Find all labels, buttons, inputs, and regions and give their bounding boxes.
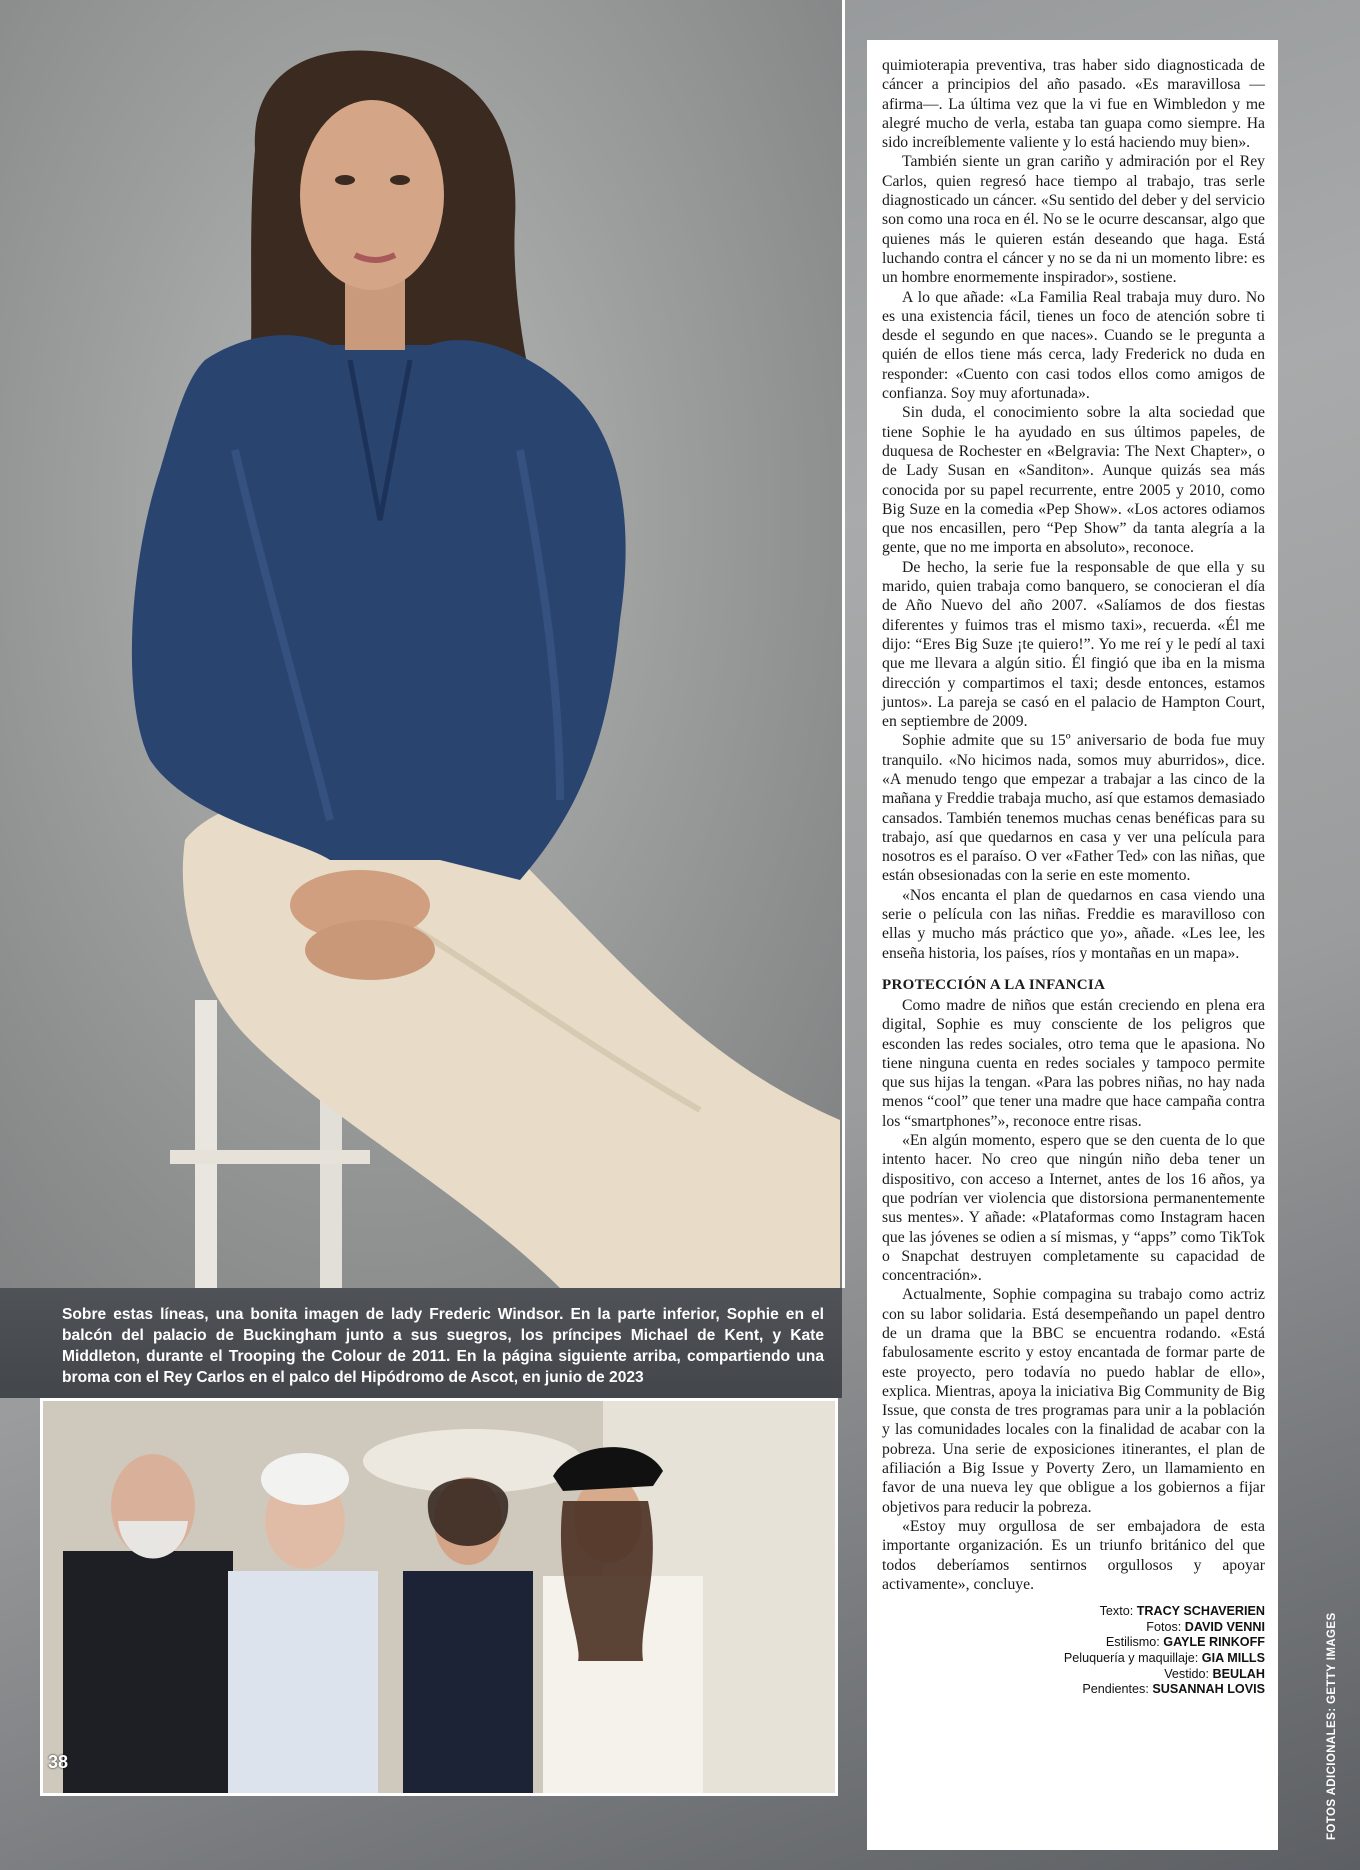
credit-label: Peluquería y maquillaje: bbox=[1063, 1650, 1199, 1665]
credit-line bbox=[882, 1667, 1265, 1683]
article-paragraph: A lo que añade: «La Familia Real trabaja muy duro. No es una existencia fácil, tienes un foco de atención sobre ti desde el segundo en que naces». Cuando se le pregunta a quién de ellos tiene más cerca, lady Frederick no duda en responder: «Cuento con casi todos ellos como amigos de confianza. Soy muy afortunada». bbox=[882, 288, 1265, 403]
article-paragraph: Sophie admite que su 15º aniversario de boda fue muy tranquilo. «No hicimos nada, somos muy aburridos», dice. «A menudo tengo que empezar a trabajar a las cinco de la mañana y Freddie trabaja mucho, así que estamos demasiado cansados. También tenemos muchas cenas benéficas para su trabajo, así que quedarnos en casa y ver una película para nosotros es el paraíso. O ver «Father Ted» con las niñas, que están obsesionadas con la serie en este momento. bbox=[882, 732, 1265, 885]
article-paragraph: Actualmente, Sophie compagina su trabajo como actriz con su labor solidaria. Está desempeñando un papel dentro de un drama que la BBC se encuentra rodando. «Está fabulosamente escrito y estoy encantada de formar parte de este proyecto, pero todavía no puedo hablar de ello», explica. Mientras, apoya la iniciativa Big Community de Big Issue, que consta de tres programas para unir a la población y las comunidades locales con la finalidad de acabar con la pobreza. Una serie de exposiciones itinerantes, el plan de afiliación a Big Issue y Poverty Zero, un llamamiento en favor de una nueva ley que obligue a los gobiernos a fijar objetivos para reducir la pobreza. bbox=[882, 1286, 1265, 1516]
credit-line bbox=[882, 1635, 1265, 1651]
page-number: 38 bbox=[48, 1752, 69, 1772]
credit-value: GAYLE RINKOFF bbox=[1163, 1635, 1265, 1650]
column-divider bbox=[842, 0, 845, 1288]
section-heading: PROTECCIÓN A LA INFANCIA bbox=[882, 976, 1106, 993]
credit-label: Estilismo: bbox=[1105, 1635, 1160, 1650]
credit-label: Vestido: bbox=[1164, 1666, 1210, 1681]
portrait-illustration bbox=[0, 0, 842, 1288]
photo-credit: FOTOS ADICIONALES: GETTY IMAGES bbox=[1326, 1612, 1338, 1840]
credit-value: DAVID VENNI bbox=[1184, 1619, 1265, 1634]
credit-value: SUSANNAH LOVIS bbox=[1152, 1682, 1265, 1697]
credit-label: Pendientes: bbox=[1082, 1682, 1149, 1697]
balcony-group-photo bbox=[40, 1398, 838, 1796]
article-paragraph: «Estoy muy orgullosa de ser embajadora de esta importante organización. Es un triunfo británico del que todos deberíamos sentirnos orgullosos y apoyar activamente», concluye. bbox=[882, 1517, 1265, 1593]
credit-label: Fotos: bbox=[1146, 1619, 1182, 1634]
credit-line bbox=[882, 1604, 1265, 1620]
credit-value: GIA MILLS bbox=[1201, 1650, 1265, 1665]
credit-label: Texto: bbox=[1099, 1604, 1134, 1619]
credit-line bbox=[882, 1682, 1265, 1698]
article-paragraph: «En algún momento, espero que se den cuenta de lo que intento hacer. No creo que ningún niño deba tener un dispositivo, con acceso a Internet, antes de los 16 años, ya que podrían ver violencia que distorsiona permanentemente sus mentes». Y añade: «Plataformas como Instagram hacen que las jóvenes se odien a sí mismas, y “apps” como TikTok o Snapchat destruyen completamente su capacidad de concentración». bbox=[882, 1132, 1265, 1285]
article-column bbox=[867, 40, 1278, 1850]
article-paragraph: «Nos encanta el plan de quedarnos en casa viendo una serie o película con las niñas. Freddie es maravilloso con ellas y mucho más práctico que yo», añade. «Les lee, les enseña historia, los países, ríos y montañas en un mapa». bbox=[882, 886, 1265, 962]
credit-value: TRACY SCHAVERIEN bbox=[1136, 1604, 1265, 1619]
credit-line bbox=[882, 1620, 1265, 1636]
article-paragraph: También siente un gran cariño y admiración por el Rey Carlos, quien regresó hace tiempo al trabajo, tras serle diagnosticado un cáncer. «Su sentido del deber y del servicio son como una roca en él. No se le ocurre descansar, algo que quienes más le quieren están deseando que haga. Está luchando contra el cáncer y no se da ni un momento libre: es un hombre enormemente inspirador», sostiene. bbox=[882, 153, 1265, 287]
photo-caption: Sobre estas líneas, una bonita imagen de lady Frederic Windsor. En la parte inferior, Sophie en el balcón del palacio de Buckingham junto a sus suegros, los príncipes Michael de Kent, y Kate Middleton, durante el Trooping the Colour de 2011. En la página siguiente arriba, compartiendo una broma con el Rey Carlos en el palco del Hipódromo de Ascot, en junio de 2023 bbox=[0, 1288, 842, 1398]
article-paragraph: quimioterapia preventiva, tras haber sido diagnosticada de cáncer a principios del año pasado. «Es maravillosa —afirma—. La última vez que la vi fue en Wimbledon y me alegré mucho de verla, estaba tan guapa como siempre. Ha sido increíblemente valiente y lo está haciendo muy bien». bbox=[882, 57, 1265, 152]
credits-block bbox=[882, 1604, 1265, 1698]
article-paragraph: Sin duda, el conocimiento sobre la alta sociedad que tiene Sophie le ha ayudado en sus últimos papeles, de duquesa de Rochester en «Belgravia: The Next Chapter», o de Lady Susan en «Sanditon». Aunque quizás sea más conocida por su papel recurrente, entre 2005 y 2010, como Big Suze en la comedia «Pep Show». «Los actores odiamos que nos encasillen, pero “Pep Show” da tanta alegría a la gente, que no me importa en absoluto», reconoce. bbox=[882, 404, 1265, 557]
hero-photo bbox=[0, 0, 842, 1288]
credit-line bbox=[882, 1651, 1265, 1667]
article-paragraph: Como madre de niños que están creciendo en plena era digital, Sophie es muy consciente de los peligros que esconden las redes sociales, otro tema que le apasiona. No tiene ninguna cuenta en redes sociales y tampoco permite que sus hijas la tengan. «Para las pobres niñas, no hay nada menos “cool” que tener una madre que hace campaña contra los “smartphones”», reconoce entre risas. bbox=[882, 996, 1265, 1130]
balcony-illustration bbox=[43, 1401, 835, 1793]
article-paragraph: De hecho, la serie fue la responsable de que ella y su marido, quien trabaja como banquero, se conocieran el día de Año Nuevo del año 2007. «Salíamos de dos fiestas diferentes y fuimos tras el mismo taxi», recuerda. «Él me dijo: “Eres Big Suze ¡te quiero!”. Yo me reí y le pedí al taxi que me llevara a algún sitio. Él fingió que iba en la misma dirección y compartimos el taxi; desde entonces, estamos juntos». La pareja se casó en el palacio de Hampton Court, en septiembre de 2009. bbox=[882, 558, 1265, 731]
credit-value: BEULAH bbox=[1212, 1666, 1265, 1681]
